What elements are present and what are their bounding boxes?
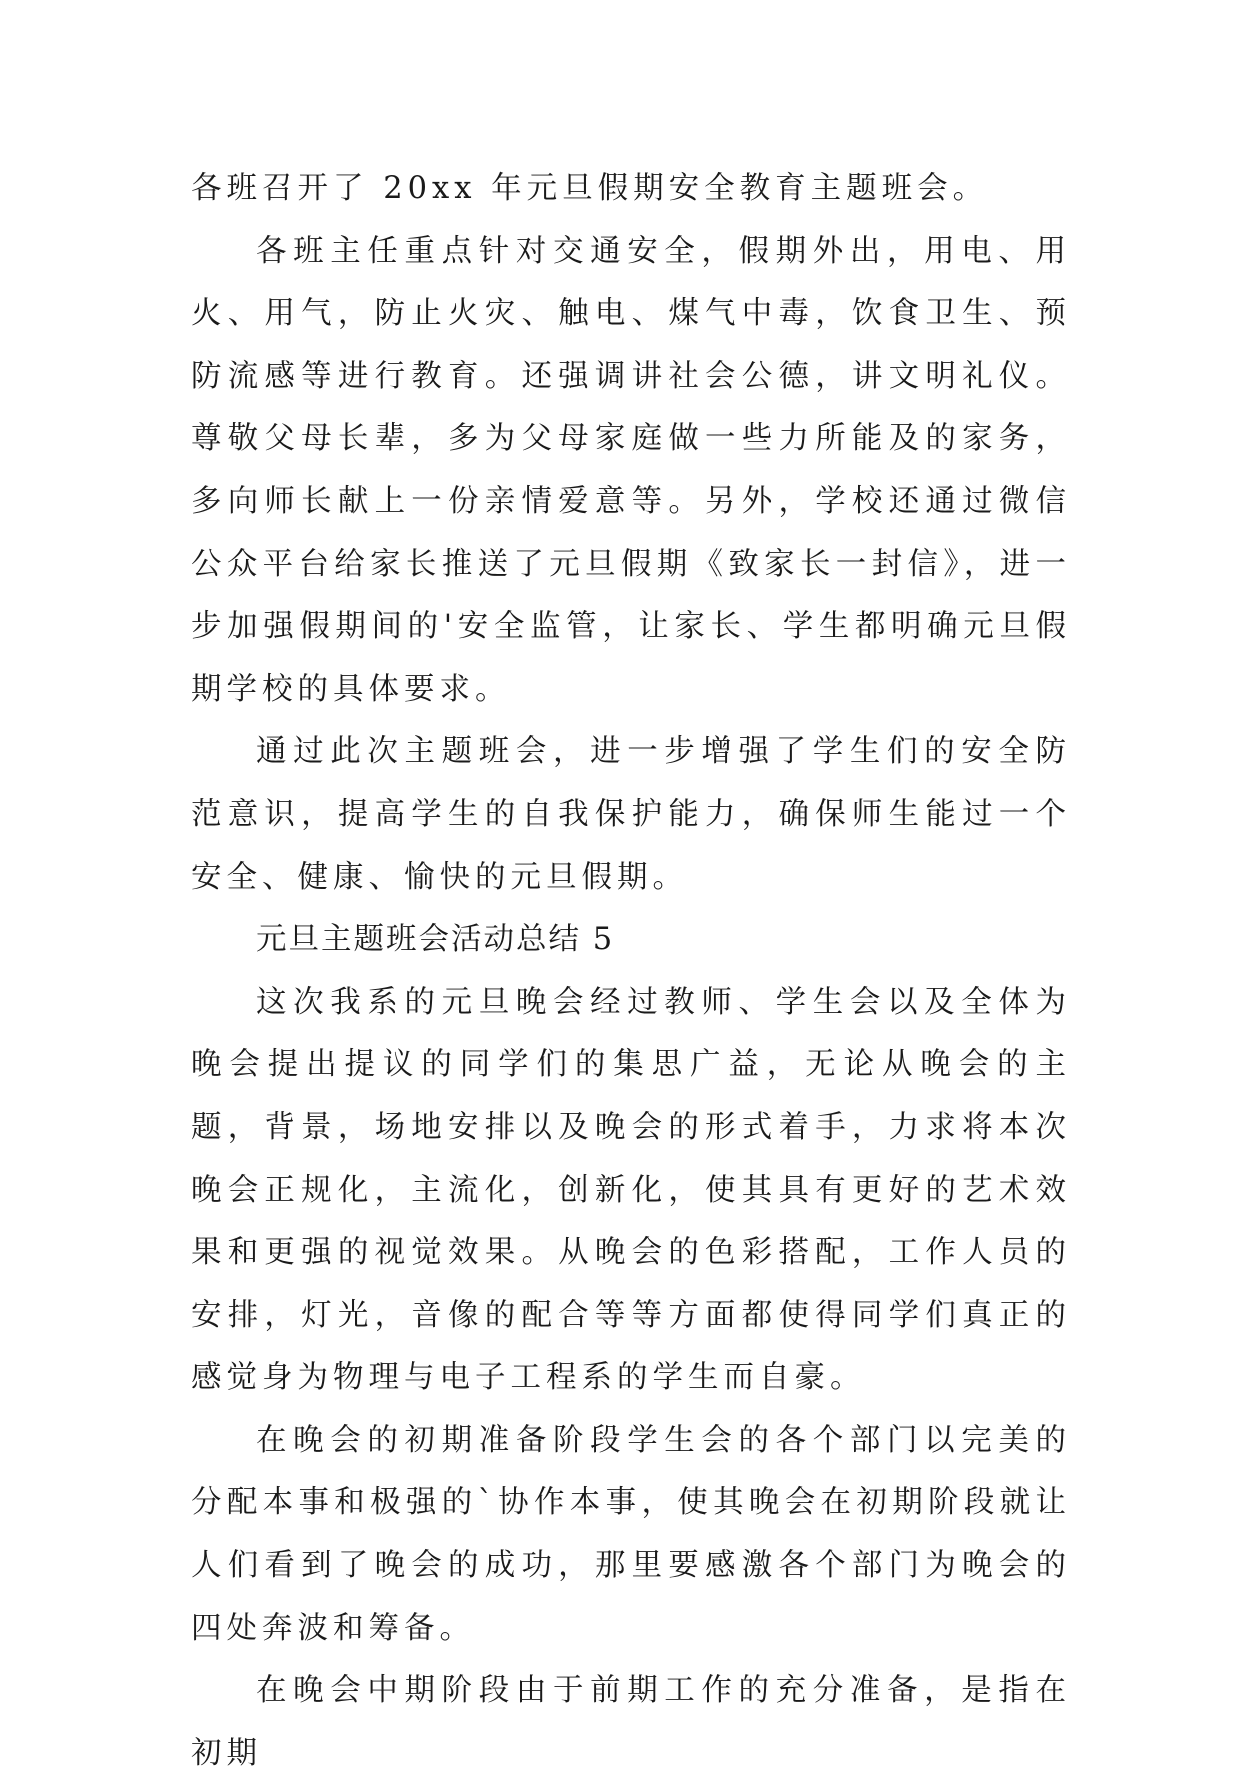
paragraph-continuation: 各班召开了 20xx 年元旦假期安全教育主题班会。 xyxy=(191,171,989,206)
document-body xyxy=(191,158,1071,1785)
paragraph-outcome: 通过此次主题班会，进一步增强了学生们的安全防范意识，提高学生的自我保护能力，确保师生能过一个安全、健康、愉快的元旦假期。 xyxy=(191,734,1071,895)
paragraph-mid-stage: 在晚会中期阶段由于前期工作的充分准备，是指在初期 xyxy=(191,1673,1071,1771)
paragraph-preparation: 在晚会的初期准备阶段学生会的各个部门以完美的分配本事和极强的`协作本事，使其晚会在初期阶段就让人们看到了晚会的成功，那里要感激各个部门为晚会的四处奔波和筹备。 xyxy=(191,1422,1071,1646)
paragraph-gala-intro: 这次我系的元旦晚会经过教师、学生会以及全体为晚会提出提议的同学们的集思广益，无论从晚会的主题，背景，场地安排以及晚会的形式着手，力求将本次晚会正规化，主流化，创新化，使其具有更好的艺术效果和更强的视觉效果。从晚会的色彩搭配，工作人员的安排，灯光，音像的配合等等方面都使得同学们真正的感觉身为物理与电子工程系的学生而自豪。 xyxy=(191,984,1071,1396)
paragraph-safety-topics: 各班主任重点针对交通安全，假期外出，用电、用火、用气，防止火灾、触电、煤气中毒，饮食卫生、预防流感等进行教育。还强调讲社会公德，讲文明礼仪。尊敬父母长辈，多为父母家庭做一些力所能及的家务，多向师长献上一份亲情爱意等。另外，学校还通过微信公众平台给家长推送了元旦假期《致家长一封信》，进一步加强假期间的'安全监管，让家长、学生都明确元旦假期学校的具体要求。 xyxy=(191,233,1071,707)
section-heading: 元旦主题班会活动总结 5 xyxy=(256,922,615,958)
